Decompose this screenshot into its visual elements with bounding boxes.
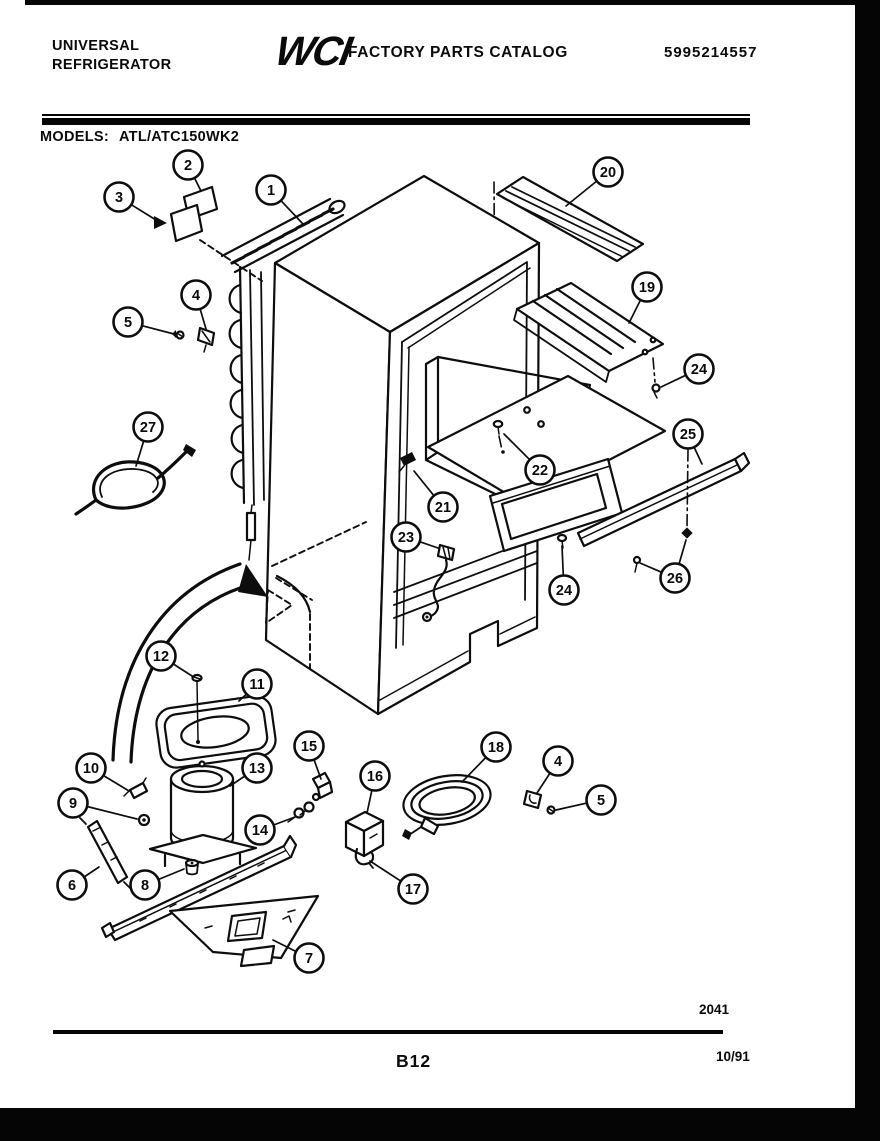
relay <box>313 773 332 800</box>
callout-number-4: 4 <box>191 288 201 305</box>
compressor <box>150 762 256 867</box>
callout-number-19: 19 <box>638 280 656 297</box>
bracket-10 <box>124 778 147 798</box>
callout-number-10: 10 <box>82 761 100 778</box>
callout-number-24: 24 <box>555 583 573 600</box>
callout-number-16: 16 <box>366 769 384 786</box>
leader-line-26 <box>679 540 686 564</box>
callout-number-6: 6 <box>67 878 77 895</box>
leader-line-2 <box>195 178 202 191</box>
date-code: 10/91 <box>716 1049 750 1064</box>
leader-line-24 <box>661 375 686 387</box>
leader-line-8 <box>158 869 184 880</box>
leader-line-3 <box>131 205 156 220</box>
callout-number-5: 5 <box>123 315 133 332</box>
callout-number-26: 26 <box>666 571 684 588</box>
callout-number-2: 2 <box>183 158 193 175</box>
relay-cover <box>346 812 383 856</box>
bolt-8 <box>186 860 198 874</box>
callout-number-9: 9 <box>68 796 78 813</box>
brand-line1: UNIVERSAL <box>52 38 140 54</box>
callout-number-5: 5 <box>596 793 606 810</box>
catalog-number: 5995214557 <box>664 44 758 61</box>
callout-number-24: 24 <box>690 362 708 379</box>
catalog-title: FACTORY PARTS CATALOG <box>348 44 568 61</box>
callout-number-14: 14 <box>251 823 269 840</box>
models-label: MODELS: <box>40 129 109 145</box>
brace-strip <box>80 818 130 888</box>
brand-line2: REFRIGERATOR <box>52 57 172 73</box>
leader-line-10 <box>103 776 129 792</box>
leader-line-4 <box>537 773 550 793</box>
callout-number-13: 13 <box>248 761 266 778</box>
leader-line-19 <box>629 300 641 323</box>
leader-line-14 <box>274 817 295 825</box>
arrow-to-plate <box>154 216 167 229</box>
callout-number-8: 8 <box>140 878 150 895</box>
tubing-coil <box>400 769 495 840</box>
leader-line-12 <box>173 664 192 676</box>
leader-line-9 <box>87 807 137 820</box>
callout-number-25: 25 <box>679 427 697 444</box>
callout-number-4: 4 <box>553 754 563 771</box>
leader-line-4 <box>200 309 206 329</box>
tube-clamp-upper <box>172 328 214 352</box>
callout-number-21: 21 <box>434 500 452 517</box>
leader-line-25 <box>694 447 702 464</box>
leader-line-26 <box>640 563 662 572</box>
wci-logo: WCI <box>272 28 354 74</box>
leader-line-5 <box>142 326 174 334</box>
callout-number-3: 3 <box>114 190 124 207</box>
leader-line-24 <box>562 546 563 576</box>
callout-number-7: 7 <box>304 951 314 968</box>
callout-number-15: 15 <box>300 739 318 756</box>
grommet-9 <box>139 815 149 825</box>
leader-line-6 <box>84 867 99 877</box>
callout-number-18: 18 <box>487 740 505 757</box>
callout-number-12: 12 <box>152 649 170 666</box>
callout-number-23: 23 <box>397 530 415 547</box>
leader-line-16 <box>367 790 372 813</box>
power-cord <box>76 444 196 514</box>
leader-line-20 <box>566 181 597 206</box>
callout-number-22: 22 <box>531 463 549 480</box>
callout-number-17: 17 <box>404 882 422 899</box>
leader-line-5 <box>556 803 587 810</box>
callout-number-20: 20 <box>599 165 617 182</box>
callout-number-27: 27 <box>139 420 157 437</box>
footer-divider <box>53 1030 723 1034</box>
leader-line-1 <box>281 201 303 224</box>
leader-line-17 <box>370 861 401 881</box>
callout-number-11: 11 <box>249 677 265 694</box>
diagram-number: 2041 <box>699 1002 730 1017</box>
page-code: B12 <box>396 1051 432 1071</box>
models-value: ATL/ATC150WK2 <box>118 129 240 145</box>
callout-number-1: 1 <box>266 183 276 200</box>
tube-clamp-lower <box>524 791 555 814</box>
